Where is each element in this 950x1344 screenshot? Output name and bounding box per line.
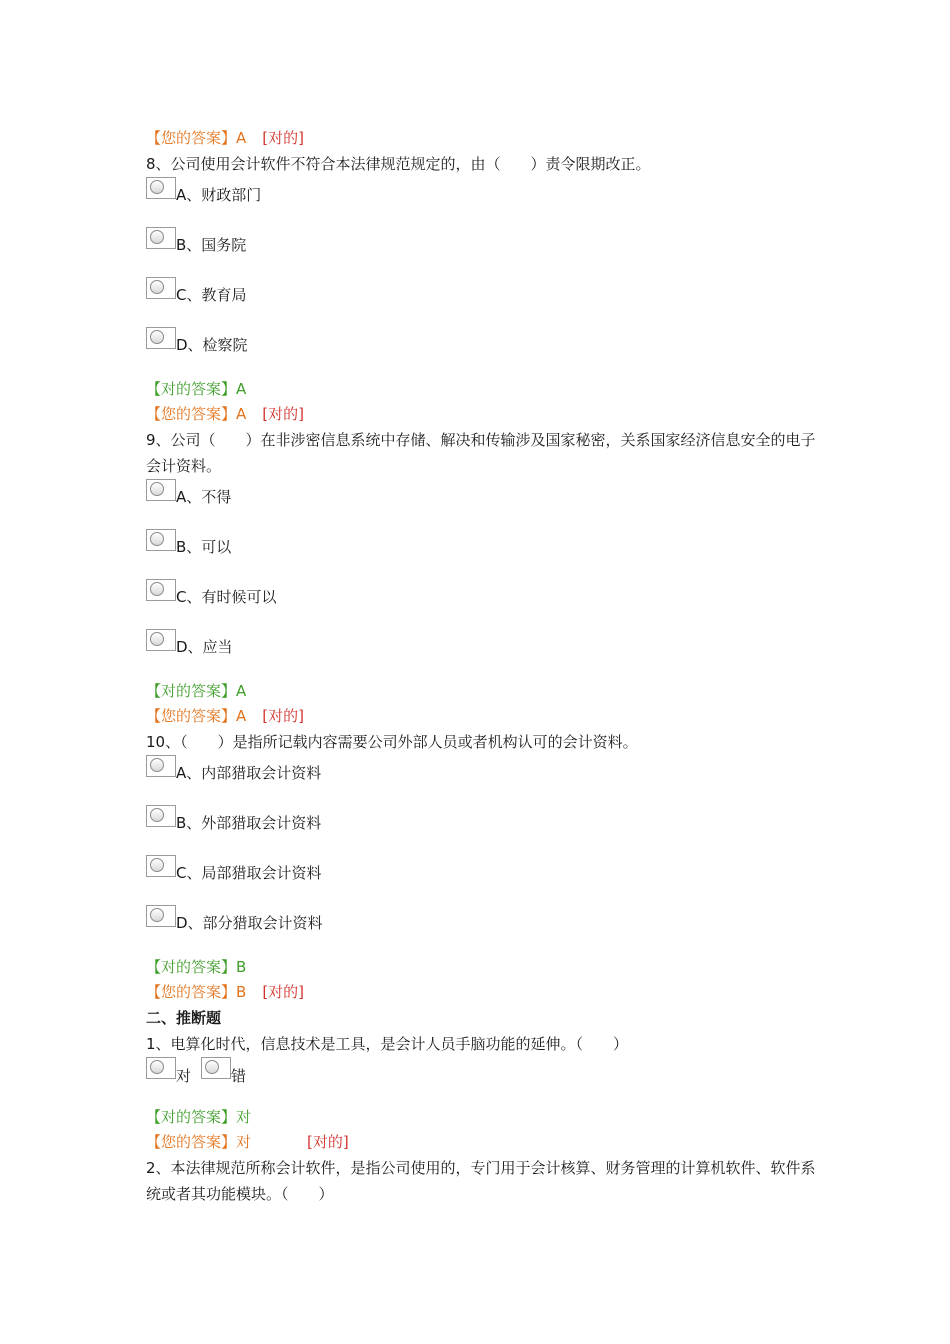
radio-button[interactable] — [146, 579, 176, 601]
option-label: C、教育局 — [176, 286, 247, 304]
correct-answer-line — [146, 955, 826, 980]
section-title: 二、推断题 — [146, 1009, 222, 1027]
option-c[interactable] — [146, 579, 826, 629]
your-answer-label: 【您的答案】 — [146, 1133, 237, 1151]
option-label: D、检察院 — [176, 336, 248, 354]
option-label: D、部分猎取会计资料 — [176, 914, 323, 932]
option-b[interactable] — [146, 227, 826, 277]
option-label: C、有时候可以 — [176, 588, 277, 606]
radio-button[interactable] — [146, 855, 176, 877]
option-label: B、国务院 — [176, 236, 247, 254]
exam-content — [146, 126, 826, 1207]
radio-button[interactable] — [146, 277, 176, 299]
option-d[interactable] — [146, 629, 826, 679]
radio-button[interactable] — [146, 529, 176, 551]
your-answer-line — [146, 1130, 826, 1155]
correct-answer-line — [146, 679, 826, 704]
your-answer-label: 【您的答案】 — [146, 129, 237, 147]
correct-answer-label: 【对的答案】 — [146, 682, 237, 700]
question-text: 1、电算化时代，信息技术是工具，是会计人员手脑功能的延伸。（ ） — [146, 1035, 629, 1053]
option-a[interactable] — [146, 177, 826, 227]
verdict-label: [对的] — [262, 983, 305, 1001]
correct-answer-value: A — [236, 380, 247, 398]
option-label: D、应当 — [176, 638, 233, 656]
radio-button[interactable] — [146, 227, 176, 249]
your-answer-line — [146, 704, 826, 729]
radio-button[interactable] — [146, 479, 176, 501]
question-text: 9、公司（ ）在非涉密信息系统中存储、解决和传输涉及国家秘密，关系国家经济信息安全的电子会计资料。 — [146, 431, 816, 475]
your-answer-line — [146, 980, 826, 1005]
false-label: 错 — [231, 1067, 247, 1085]
option-label: A、内部猎取会计资料 — [176, 764, 322, 782]
option-c[interactable] — [146, 855, 826, 905]
option-label: A、财政部门 — [176, 186, 262, 204]
radio-true[interactable] — [146, 1057, 176, 1079]
option-label: A、不得 — [176, 488, 232, 506]
verdict-label: [对的] — [262, 129, 304, 147]
correct-answer-label: 【对的答案】 — [146, 958, 237, 976]
your-answer-value: A — [236, 405, 247, 423]
option-a[interactable] — [146, 479, 826, 529]
option-b[interactable] — [146, 529, 826, 579]
correct-answer-value: 对 — [236, 1108, 252, 1126]
radio-button[interactable] — [146, 805, 176, 827]
correct-answer-value: B — [236, 958, 247, 976]
your-answer-line — [146, 402, 826, 427]
option-d[interactable] — [146, 327, 826, 377]
true-label: 对 — [176, 1067, 192, 1085]
option-label: C、局部猎取会计资料 — [176, 864, 322, 882]
radio-button[interactable] — [146, 327, 176, 349]
option-c[interactable] — [146, 277, 826, 327]
question-text: 10、（ ）是指所记载内容需要公司外部人员或者机构认可的会计资料。 — [146, 733, 638, 751]
your-answer-label: 【您的答案】 — [146, 983, 237, 1001]
your-answer-line — [146, 126, 826, 151]
correct-answer-value: A — [236, 682, 247, 700]
correct-answer-label: 【对的答案】 — [146, 1108, 237, 1126]
correct-answer-line — [146, 377, 826, 402]
question-text: 2、本法律规范所称会计软件，是指公司使用的，专门用于会计核算、财务管理的计算机软件、软件系统或者其功能模块。（ ） — [146, 1159, 816, 1203]
option-label: B、外部猎取会计资料 — [176, 814, 322, 832]
option-b[interactable] — [146, 805, 826, 855]
correct-answer-label: 【对的答案】 — [146, 380, 237, 398]
verdict-label: [对的] — [307, 1133, 349, 1151]
radio-button[interactable] — [146, 177, 176, 199]
your-answer-label: 【您的答案】 — [146, 405, 237, 423]
radio-button[interactable] — [146, 755, 176, 777]
question-text: 8、公司使用会计软件不符合本法律规范规定的，由（ ）责令限期改正。 — [146, 155, 651, 173]
your-answer-value: B — [236, 983, 247, 1001]
your-answer-value: A — [236, 707, 247, 725]
radio-false[interactable] — [201, 1057, 231, 1079]
radio-button[interactable] — [146, 905, 176, 927]
radio-button[interactable] — [146, 629, 176, 651]
verdict-label: [对的] — [262, 405, 304, 423]
verdict-label: [对的] — [262, 707, 304, 725]
option-label: B、可以 — [176, 538, 232, 556]
your-answer-value: 对 — [236, 1133, 252, 1151]
your-answer-value: A — [236, 129, 247, 147]
option-a[interactable] — [146, 755, 826, 805]
option-d[interactable] — [146, 905, 826, 955]
your-answer-label: 【您的答案】 — [146, 707, 237, 725]
true-false-options — [146, 1057, 826, 1099]
correct-answer-line — [146, 1105, 826, 1130]
